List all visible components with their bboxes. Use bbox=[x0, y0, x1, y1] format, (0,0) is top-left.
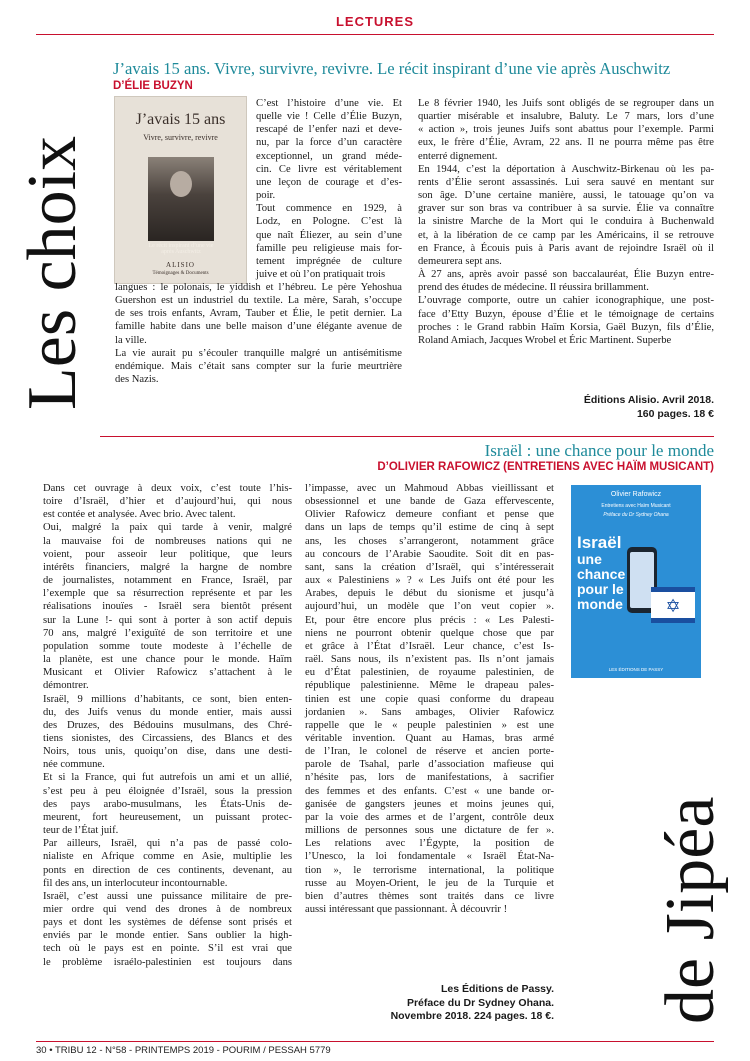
text-line: Et si la France, qui fut autrefois un ami et un allié, bbox=[43, 772, 292, 784]
article1-title: J’avais 15 ans. Vivre, survivre, revivre. Le récit inspirant d’une vie après Auschwitz bbox=[113, 59, 671, 78]
text-line: est contée et analysée. Avec brio. Avec talent. bbox=[43, 509, 236, 521]
text-line: de journalistes, notamment en France, Israël, par bbox=[43, 575, 292, 587]
article2-column-left bbox=[43, 482, 292, 969]
text-line: obsessionnel et une bande de Gaza effervescente, bbox=[305, 496, 554, 508]
cover-portrait-photo bbox=[148, 157, 214, 241]
text-line: L’ouvrage comporte, outre un cahier iconographique, une post- bbox=[418, 295, 714, 307]
text-line: nu, par la force d’un caractère bbox=[256, 137, 402, 149]
israel-flag-icon: ✡ bbox=[651, 587, 695, 623]
publication-line: Les Éditions de Passy. bbox=[440, 983, 554, 995]
text-line: née commune. bbox=[43, 759, 105, 771]
text-line: juive et où l’on pratiquait trois bbox=[256, 269, 386, 281]
text-line: du, des Juifs venus du monde entier, mais aussi bbox=[43, 706, 292, 718]
text-line: intérêts financiers, malgré la hargne de nombre bbox=[43, 561, 292, 573]
text-line: tiens sionistes, des Circassiens, des Blancs et des bbox=[43, 732, 292, 744]
text-line: fil des ans, un interlocuteur incontournable. bbox=[43, 877, 228, 889]
header-divider bbox=[36, 34, 714, 35]
text-line: 70 ans, malgré l’exiguïté de son territoire et une bbox=[43, 627, 292, 639]
cover-title: J’avais 15 ans bbox=[135, 111, 226, 128]
text-line: Israël, c’est aussi une puissance militaire de pre- bbox=[43, 890, 292, 902]
text-line: nialiste en Afrique comme en Asie, multiplie les bbox=[43, 851, 292, 863]
text-line: Le 8 février 1940, les Juifs sont obligés de se regrouper dans un bbox=[418, 98, 714, 109]
article1-column-narrow bbox=[256, 97, 402, 281]
text-line: la planète, est une chance pour le monde. Haïm bbox=[43, 654, 292, 666]
footer-divider bbox=[36, 1041, 714, 1042]
cover-title-block bbox=[577, 533, 625, 612]
text-line: s’est peu à peu éloignée d’Israël, sous la pression bbox=[43, 785, 292, 797]
text-line: teur de l’État juif. bbox=[43, 825, 119, 837]
text-line: démontrer. bbox=[43, 680, 89, 692]
text-line: n’hésite pas, lors de manifestations, à sacrifier bbox=[305, 772, 554, 784]
text-line: réalisations inouïes - Israël sera bientôt présent bbox=[43, 601, 292, 613]
text-line: Guershon est un industriel du textile. La mère, Sarah, s’occupe bbox=[115, 295, 402, 307]
portrait-face bbox=[170, 171, 192, 197]
article2-column-right bbox=[305, 482, 554, 916]
vertical-title-right: de Jipéa bbox=[652, 796, 729, 1024]
publication-line: Éditions Alisio. Avril 2018. bbox=[583, 394, 714, 406]
cover-title-line: monde bbox=[577, 596, 623, 612]
text-line: prend des études de médecine. Il réussira brillamment. bbox=[418, 282, 649, 294]
cover-preface: Préface du Dr Sydney Ohana bbox=[603, 512, 669, 518]
text-line: son âge. D’une certaine manière, aussi, le tatouage qu’on va bbox=[418, 190, 714, 202]
text-line: sant, sans la création d’Israël, qui s’intéresserait bbox=[305, 561, 554, 573]
text-line: À 27 ans, après avoir passé son baccalauréat, Élie Buzyn entre- bbox=[418, 269, 714, 281]
text-line: des Druzes, des Bédouins musulmans, des Chré- bbox=[43, 719, 292, 731]
text-line: russe au Moyen-Orient, le jeu de la Turquie et bbox=[305, 877, 554, 889]
text-line: exceptionnel, un grand méde- bbox=[256, 150, 402, 162]
text-line: par la voie des armes et de l’argent, contrôle deux bbox=[305, 811, 554, 823]
text-line: la ville. bbox=[115, 334, 147, 346]
text-line: famille habite dans une belle maison d’une élégante avenue de bbox=[115, 321, 402, 333]
text-line: ganisée de gangsters jeunes et moins jeunes qui, bbox=[305, 798, 554, 810]
article2-publication bbox=[305, 983, 554, 1024]
cover-publisher: ALISIO bbox=[166, 261, 195, 269]
text-line: quartier misérable et insalubre, Baluty. Le 7 mars, lors d’une bbox=[418, 111, 714, 123]
text-line: des pays arabo-musulmans, les États-Unis de- bbox=[43, 798, 292, 810]
text-line: « action », trois jeunes Juifs sont abattus pour l’exemple. Parmi bbox=[418, 124, 714, 136]
text-line: Par ailleurs, Israël, qui n’a pas de passé colo- bbox=[43, 838, 292, 850]
cover-author: Olivier Rafowicz bbox=[610, 491, 662, 498]
text-line: de l’Iran, le colonel de réserve et ancien porte- bbox=[305, 746, 554, 758]
article1-author: D’ÉLIE BUZYN bbox=[113, 80, 193, 92]
text-line: langues : le polonais, le yiddish et l’hébreu. Le père Yehoshua bbox=[115, 282, 402, 293]
text-line: la sinistre Marche de la Mort qui le conduira à Buchenwald bbox=[418, 216, 714, 228]
text-line: tinien est une copie quasi conforme du drapeau bbox=[305, 693, 554, 705]
publication-line: Préface du Dr Sydney Ohana. bbox=[406, 996, 554, 1009]
book-cover-buzyn bbox=[115, 97, 246, 283]
text-line: quelle vie ! Celle d’Élie Buzyn, bbox=[256, 111, 402, 123]
article1-column-wide bbox=[115, 281, 402, 386]
text-line: population somme toute modeste à l’échelle de bbox=[43, 640, 292, 652]
text-line: face d’Etty Buzyn, épouse d’Élie et le témoignage de certains bbox=[418, 308, 714, 320]
text-line: Et, pour être encore plus précis : « Les Palesti- bbox=[305, 614, 554, 626]
text-line: cin. Ce livre est véritablement bbox=[256, 163, 402, 175]
text-line: dans un laps de temps qu’il estime de cinq à sept bbox=[305, 522, 554, 534]
text-line: endémique. Mais c’était sans compter sur la furie meurtrière bbox=[115, 360, 402, 372]
text-line: véritable invention. Quant au Hamas, bras armé bbox=[305, 732, 554, 744]
article1-publication bbox=[418, 394, 714, 421]
text-line: poir. bbox=[256, 190, 276, 202]
text-line: l’impasse, avec un Mahmoud Abbas vieillissant et bbox=[305, 483, 554, 494]
text-line: Arabes, depuis le début du sionisme et jusqu’à bbox=[305, 588, 554, 600]
text-line: pays et dont les systèmes de défense sont prisés et bbox=[43, 917, 292, 929]
text-line: Israël, 9 millions d’habitants, ce sont, bien enten- bbox=[43, 693, 292, 705]
text-line: Olivier Rafowicz demeure confiant et pense que bbox=[305, 509, 554, 521]
cover-title-line: pour le bbox=[577, 581, 624, 597]
text-line: jordanien ». Sans ambages, Olivier Rafowicz bbox=[305, 706, 554, 718]
text-line: millions de personnes sous une dictature de fer ». bbox=[305, 825, 554, 837]
text-line: aujourd’hui, un modèle que l’on veut copier ». bbox=[305, 601, 554, 613]
text-line: graver sur son bras va contribuer à sa survie. Élie va connaître bbox=[418, 203, 714, 215]
text-line: Noirs, tous unis, quoiqu’on dise, dans une desti- bbox=[43, 746, 292, 758]
cover-subtitle: Vivre, survivre, revivre bbox=[143, 133, 218, 142]
text-line: voient, pour asseoir leur politique, que leurs bbox=[43, 548, 292, 560]
text-line: demeurera sept ans. bbox=[418, 255, 502, 267]
article2-author: D’OLIVIER RAFOWICZ (ENTRETIENS AVEC HAÏM MUSICANT) bbox=[377, 461, 714, 473]
text-line: eu d’État palestinien, de royaume palestinien, de bbox=[305, 667, 554, 679]
cover-imprint: Témoignages & Documents bbox=[152, 271, 209, 276]
cover-title-line: une bbox=[577, 551, 602, 567]
text-line: rescapé de l’enfer nazi et deve- bbox=[256, 124, 402, 136]
text-line: sur la Lune !- qui sont à porter à son actif depuis bbox=[43, 614, 292, 626]
text-line: de ses trois enfants, Avram, Tauber et Élie, le petit dernier. La bbox=[115, 308, 402, 320]
text-line: meurent, fort heureusement, un puissant protec- bbox=[43, 811, 292, 823]
text-line: Roland Amiach, Jacques Wrobel et Éric Martinent. Superbe bbox=[418, 334, 672, 346]
vertical-title-left: Les choix bbox=[14, 135, 91, 410]
text-line: C’est l’histoire d’une vie. Et bbox=[256, 98, 402, 109]
text-line: et, à la libération de ce camp par les Américains, il se retrouve bbox=[418, 229, 714, 241]
text-line: rappelle que le « peuple palestinien » est une bbox=[305, 719, 554, 731]
text-line: aux « Palestiniens » ? « Les Juifs ont été pour les bbox=[305, 575, 554, 587]
text-line: Les relations avec l’Égypte, la position de bbox=[305, 838, 554, 850]
text-line: bien d’autres thèmes sont traités dans ce livre bbox=[305, 890, 554, 902]
article2-title: Israël : une chance pour le monde bbox=[484, 441, 714, 460]
text-line: La vie aurait pu s’écouler tranquille malgré un antisémitisme bbox=[115, 347, 402, 359]
text-line: famille peu religieuse mais for- bbox=[256, 242, 402, 254]
publication-line: 160 pages. 18 € bbox=[636, 407, 714, 420]
text-line: tech où le pays est en pointe. S’il est vrai que bbox=[43, 943, 292, 955]
text-line: que naît Éliezer, au sein d’une bbox=[256, 229, 402, 241]
cover-title-line: Israël bbox=[577, 533, 622, 552]
text-line: Dans cet ouvrage à deux voix, c’est toute l’his- bbox=[43, 483, 292, 494]
text-line: tement imprégnée de culture bbox=[256, 255, 402, 267]
text-line: et grâce à l’État d’Israël. Leur chance, c’est Is- bbox=[305, 640, 554, 652]
text-line: enviés par le monde entier. Sans oublier la high- bbox=[43, 930, 292, 942]
text-line: proches : le Grand rabbin Haïm Korsia, Gaël Buzyn, fils d’Élie, bbox=[418, 321, 714, 333]
article-divider bbox=[100, 436, 714, 437]
article1-column-right bbox=[418, 97, 714, 347]
text-line: ponts en direction de ces continents, devenant, au bbox=[43, 864, 292, 876]
text-line: aussi intéressant que passionnant. À découvrir ! bbox=[305, 904, 508, 915]
text-line: Tout commence en 1929, à bbox=[256, 203, 402, 215]
text-line: toire d’Israël, d’hier et d’aujourd’hui, qui nous bbox=[43, 496, 292, 508]
text-line: En 1944, c’est la déportation à Auschwitz-Birkenau où les pa- bbox=[418, 163, 714, 175]
text-line: l’exemple que sa résurrection représente et par les bbox=[43, 588, 292, 600]
text-line: rents d’Élie seront assassinés. Lui sera sauvé en mentant sur bbox=[418, 176, 714, 188]
text-line: mier ordre qui vend des drones à de nombreux bbox=[43, 904, 292, 915]
book-cover-rafowicz bbox=[571, 485, 701, 678]
cover-caption: Le récit inspirant d’une vie après Auschwitz bbox=[148, 243, 214, 255]
text-line: au concours de l’Arabie Saoudite. Soit dit en pas- bbox=[305, 548, 554, 560]
text-line: raël. Sans nous, ils n’existent pas. Ils n’ont jamais bbox=[305, 654, 554, 666]
cover-publisher: LES ÉDITIONS DE PASSY bbox=[608, 667, 664, 672]
text-line: eux, le frère d’Élie, Avram, 22 ans. Il ne pourra même pas être bbox=[418, 137, 714, 149]
cover-subtitle: Entretiens avec Haïm Musicant bbox=[601, 503, 671, 509]
text-line: république palestinienne. Même le drapeau pales- bbox=[305, 680, 554, 692]
cover-title-line: chance bbox=[577, 566, 626, 582]
text-line: en France, à Écouis puis à Paris avant de rejoindre Israël où il bbox=[418, 242, 714, 254]
text-line: la mauvaise foi de nombreuses nations qui ne bbox=[43, 535, 292, 547]
section-title: LECTURES bbox=[335, 14, 415, 29]
text-line: ans, les choses s’arrangeront, notamment grâce bbox=[305, 535, 554, 547]
text-line: des Nazis. bbox=[115, 374, 159, 386]
text-line: tion », le terrorisme international, la politique bbox=[305, 864, 554, 876]
text-line: le problème israélo-palestinien est toujours dans bbox=[43, 956, 292, 968]
text-line: Musicant et Olivier Rafowicz s’attachent à le bbox=[43, 667, 292, 679]
text-line: Lodz, en Pologne. C’est là bbox=[256, 216, 402, 228]
text-line: parole de Tsahal, parle d’association mafieuse qui bbox=[305, 759, 554, 771]
text-line: niens ne pourront obtenir quelque chose que par bbox=[305, 627, 554, 639]
text-line: Oui, malgré la paix qui tarde à venir, malgré bbox=[43, 522, 292, 534]
text-line: une leçon de courage et d’es- bbox=[256, 176, 402, 188]
page-footer: 30 • TRIBU 12 - N°58 - PRINTEMPS 2019 - POURIM / PESSAH 5779 bbox=[36, 1045, 331, 1056]
publication-line: Novembre 2018. 224 pages. 18 €. bbox=[390, 1010, 554, 1022]
text-line: des femmes et des enfants. C’est « une bande or- bbox=[305, 785, 554, 797]
text-line: l’Unesco, la loi fondamentale « Israël État-Na- bbox=[305, 851, 554, 863]
text-line: enterré dignement. bbox=[418, 150, 498, 162]
